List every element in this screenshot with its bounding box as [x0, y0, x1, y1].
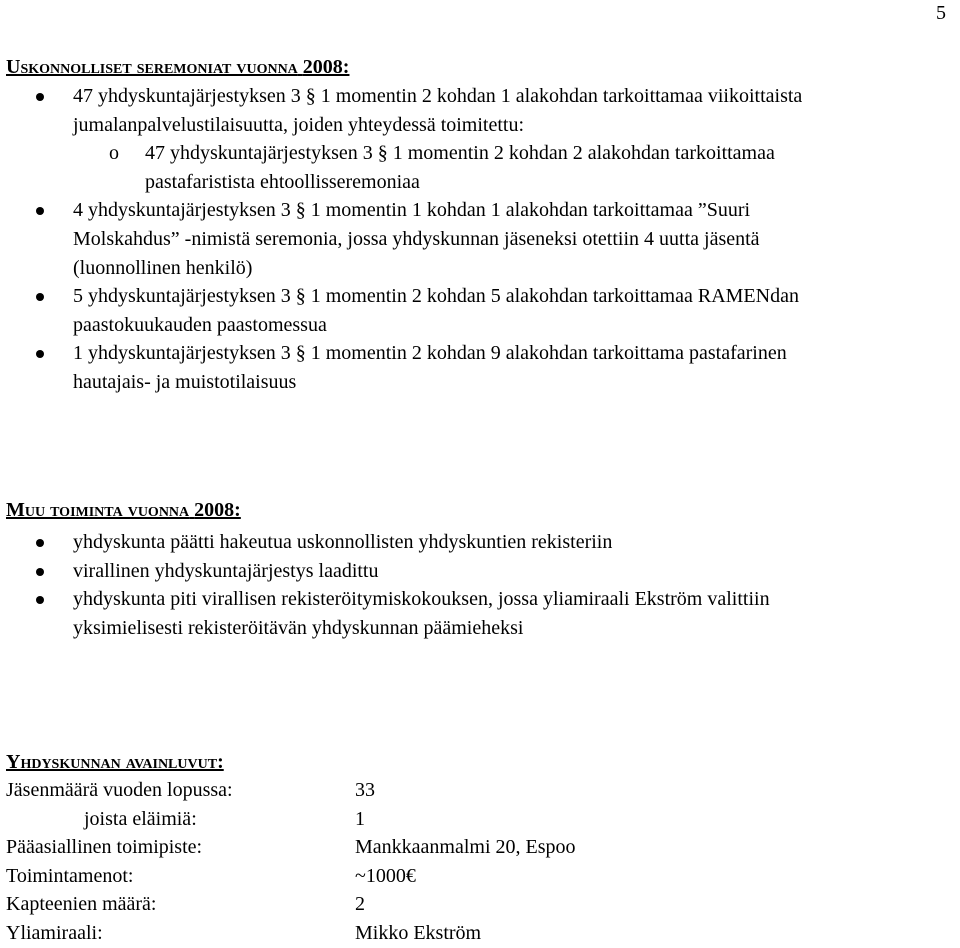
key-figure-label: Toimintamenot: — [6, 864, 134, 887]
list-item — [0, 339, 955, 396]
key-figures-heading-text: Yhdyskunnan avainluvut: — [6, 751, 224, 773]
list-item-line: 5 yhdyskuntajärjestyksen 3 § 1 momentin 2 kohdan 5 alakohdan tarkoittamaa RAMENdan — [73, 285, 799, 308]
other-activity-heading-year: 2008: — [194, 499, 241, 521]
key-figure-value: 2 — [355, 893, 365, 916]
key-figure-label: Pääasiallinen toimipiste: — [6, 836, 203, 859]
bullet-icon — [36, 596, 44, 604]
sub-list-item — [0, 139, 955, 196]
bullet-icon — [36, 539, 44, 547]
list-item-line: yksimielisesti rekisteröitävän yhdyskunnan päämieheksi — [73, 616, 524, 639]
list-item-line: 4 yhdyskuntajärjestyksen 3 § 1 momentin 1 kohdan 1 alakohdan tarkoittamaa ”Suuri — [73, 199, 751, 222]
list-item — [0, 196, 955, 282]
ceremonies-heading — [6, 54, 349, 80]
other-activity-heading — [6, 497, 241, 523]
list-item — [0, 82, 955, 139]
list-item — [0, 557, 955, 586]
list-item-line: yhdyskunta piti virallisen rekisteröitymiskokouksen, jossa yliamiraali Ekström valittiin — [73, 588, 770, 611]
bullet-icon — [36, 93, 44, 101]
page-number: 5 — [936, 2, 946, 24]
sub-list-item-line: 47 yhdyskuntajärjestyksen 3 § 1 momentin 2 kohdan 2 alakohdan tarkoittamaa — [145, 142, 775, 165]
other-activity-list — [0, 528, 955, 642]
list-item — [0, 528, 955, 557]
bullet-icon — [36, 350, 44, 358]
key-figure-value: 1 — [355, 807, 365, 830]
list-item-line: 47 yhdyskuntajärjestyksen 3 § 1 momentin 2 kohdan 1 alakohdan tarkoittamaa viikoittaista — [73, 85, 803, 107]
key-figure-value: 33 — [355, 779, 375, 801]
list-item-line: hautajais- ja muistotilaisuus — [73, 370, 297, 393]
key-figure-label: Jäsenmäärä vuoden lopussa: — [6, 779, 233, 801]
bullet-icon — [36, 207, 44, 215]
other-activity-heading-text: Muu toiminta vuonna — [6, 499, 190, 521]
list-item-line: Molskahdus” -nimistä seremonia, jossa yhdyskunnan jäseneksi otettiin 4 uutta jäsentä — [73, 227, 760, 250]
key-figure-value: ~1000€ — [355, 864, 416, 887]
list-item-line: yhdyskunta päätti hakeutua uskonnollisten yhdyskuntien rekisteriin — [73, 531, 613, 553]
key-figure-value: Mikko Ekström — [355, 921, 482, 944]
ceremonies-list — [0, 82, 955, 397]
ceremonies-heading-year: 2008: — [302, 56, 350, 78]
list-item-line: 1 yhdyskuntajärjestyksen 3 § 1 momentin 2 kohdan 9 alakohdan tarkoittama pastafarinen — [73, 342, 787, 365]
circle-bullet-icon: o — [109, 142, 119, 165]
key-figure-label: joista eläimiä: — [84, 807, 197, 830]
list-item-line: virallinen yhdyskuntajärjestys laadittu — [73, 559, 379, 582]
list-item-line: (luonnollinen henkilö) — [73, 256, 253, 279]
key-figure-label: Kapteenien määrä: — [6, 893, 157, 916]
list-item-line: jumalanpalvelustilaisuutta, joiden yhteydessä toimitettu: — [73, 113, 525, 136]
key-figure-label: Yliamiraali: — [6, 921, 103, 944]
key-figure-value: Mankkaanmalmi 20, Espoo — [355, 836, 576, 859]
bullet-icon — [36, 568, 44, 576]
list-item-line: paastokuukauden paastomessua — [73, 313, 327, 336]
key-figures-heading — [6, 749, 224, 775]
list-item — [0, 282, 955, 339]
ceremonies-heading-text: Uskonnolliset seremoniat vuonna — [6, 56, 298, 78]
bullet-icon — [36, 293, 44, 301]
sub-list-item-line: pastafaristista ehtoollisseremoniaa — [145, 170, 420, 193]
list-item — [0, 585, 955, 642]
